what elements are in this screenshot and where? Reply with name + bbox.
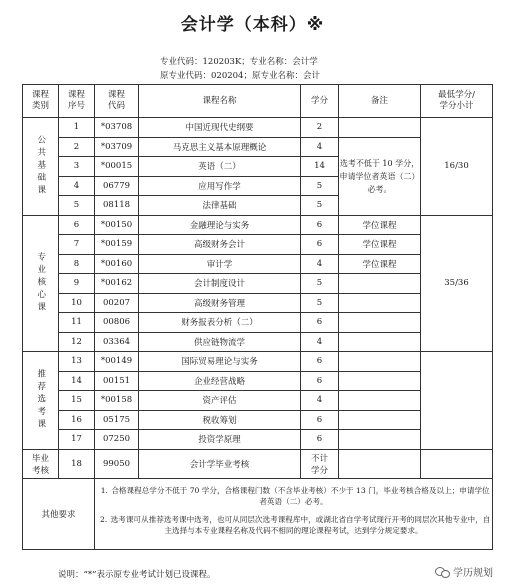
- seq-cell: 9: [59, 274, 95, 294]
- requirement-item-2: 2. 选考课可从推荐选考课中选考，也可从同层次选考课程库中，或湖北省自学考试现行开考的同层次其他专业中，自主选择与本专业课程名称及代码不相同的理论课程考试，达到学分规定要求。: [100, 514, 491, 535]
- credit-cell: 4: [301, 332, 339, 352]
- other-requirements-body: [95, 478, 493, 549]
- code-cell: 07250: [95, 430, 139, 450]
- seq-cell: 5: [59, 196, 95, 216]
- code-cell: *00158: [95, 391, 139, 411]
- code-cell: 05175: [95, 410, 139, 430]
- credit-cell: 4: [301, 391, 339, 411]
- note-cell: [339, 118, 421, 138]
- code-cell: *00150: [95, 215, 139, 235]
- category-cell: 专业核心课: [23, 215, 59, 352]
- requirement-item-1: 1. 合格课程总学分不低于 70 学分，合格课程门数（不含毕业考核）不少于 13 门，毕业考核合格及以上；申请学位者英语（二）必考。: [100, 485, 490, 506]
- name-cell: 会计学毕业考核: [139, 449, 301, 478]
- credit-cell: 4: [301, 137, 339, 157]
- other-requirements-row: [23, 478, 493, 549]
- course-table: [22, 84, 493, 550]
- header-credit: 学分: [301, 85, 339, 118]
- name-cell: 会计制度设计: [139, 274, 301, 294]
- graduation-row: [23, 449, 493, 478]
- credit-cell: 5: [301, 293, 339, 313]
- code-cell: 08118: [95, 196, 139, 216]
- code-cell: *00015: [95, 157, 139, 177]
- header-category: 课程 类别: [23, 85, 59, 118]
- name-cell: 马克思主义基本原理概论: [139, 137, 301, 157]
- credit-cell: 4: [301, 254, 339, 274]
- name-cell: 国际贸易理论与实务: [139, 352, 301, 372]
- credit-cell: 6: [301, 235, 339, 255]
- name-cell: 税收筹划: [139, 410, 301, 430]
- seq-cell: 14: [59, 371, 95, 391]
- name-cell: 应用写作学: [139, 176, 301, 196]
- note-cell: [339, 313, 421, 333]
- name-cell: 供应链物流学: [139, 332, 301, 352]
- note-cell: [339, 410, 421, 430]
- table-header-row: [23, 85, 493, 118]
- footnote: 说明：“*”表示原专业考试计划已设课程。: [58, 570, 216, 580]
- credit-cell: 2: [301, 118, 339, 138]
- note-cell: 学位课程: [339, 215, 421, 235]
- name-cell: 高级财务管理: [139, 293, 301, 313]
- category-cell: 推荐选考课: [23, 352, 59, 450]
- min-credit-cell: 35/36: [421, 215, 493, 352]
- seq-cell: 2: [59, 137, 95, 157]
- watermark: [435, 564, 493, 579]
- credit-cell: 5: [301, 176, 339, 196]
- code-cell: 99050: [95, 449, 139, 478]
- header-note: 备注: [339, 85, 421, 118]
- watermark-text: 学历规划: [453, 568, 493, 579]
- page-title: 会计学（本科）※: [180, 15, 325, 35]
- seq-cell: 1: [59, 118, 95, 138]
- note-cell: [339, 293, 421, 313]
- note-cell: 学位课程: [339, 235, 421, 255]
- min-credit-cell: [421, 352, 493, 450]
- name-cell: 审计学: [139, 254, 301, 274]
- min-credit-cell: 16/30: [421, 118, 493, 216]
- name-cell: 法律基础: [139, 196, 301, 216]
- seq-cell: 10: [59, 293, 95, 313]
- original-major-code-line: 原专业代码：020204；原专业名称：会计: [160, 71, 320, 81]
- header-name: 课程名称: [139, 85, 301, 118]
- seq-cell: 4: [59, 176, 95, 196]
- name-cell: 财务报表分析（二）: [139, 313, 301, 333]
- table-row: [23, 118, 493, 138]
- code-cell: 06779: [95, 176, 139, 196]
- code-cell: *00162: [95, 274, 139, 294]
- code-cell: *00149: [95, 352, 139, 372]
- seq-cell: 3: [59, 157, 95, 177]
- name-cell: 企业经营战略: [139, 371, 301, 391]
- seq-cell: 17: [59, 430, 95, 450]
- name-cell: 高级财务会计: [139, 235, 301, 255]
- code-cell: 00806: [95, 313, 139, 333]
- note-cell: [339, 371, 421, 391]
- credit-cell: 5: [301, 196, 339, 216]
- note-cell: [339, 430, 421, 450]
- credit-cell: 不计 学分: [301, 449, 339, 478]
- credit-cell: 6: [301, 313, 339, 333]
- note-cell: [339, 274, 421, 294]
- name-cell: 资产评估: [139, 391, 301, 411]
- seq-cell: 16: [59, 410, 95, 430]
- header-seq: 课程 序号: [59, 85, 95, 118]
- seq-cell: 8: [59, 254, 95, 274]
- seq-cell: 18: [59, 449, 95, 478]
- credit-cell: 6: [301, 352, 339, 372]
- header-code: 课程 代码: [95, 85, 139, 118]
- name-cell: 投资学原理: [139, 430, 301, 450]
- code-cell: *00159: [95, 235, 139, 255]
- credit-cell: 6: [301, 215, 339, 235]
- code-cell: *03709: [95, 137, 139, 157]
- wechat-icon: [435, 567, 449, 577]
- credit-cell: 6: [301, 371, 339, 391]
- code-cell: 03364: [95, 332, 139, 352]
- seq-cell: 15: [59, 391, 95, 411]
- note-cell: 学位课程: [339, 254, 421, 274]
- credit-cell: 5: [301, 274, 339, 294]
- credit-cell: 6: [301, 430, 339, 450]
- category-cell: 毕业 考核: [23, 449, 59, 478]
- header-min-credit: 最低学分/ 学分小计: [421, 85, 493, 118]
- seq-cell: 12: [59, 332, 95, 352]
- seq-cell: 6: [59, 215, 95, 235]
- name-cell: 金融理论与实务: [139, 215, 301, 235]
- code-cell: *00160: [95, 254, 139, 274]
- category-cell: 公共基础课: [23, 118, 59, 216]
- seq-cell: 11: [59, 313, 95, 333]
- seq-cell: 7: [59, 235, 95, 255]
- other-requirements-label: 其他要求: [23, 478, 95, 549]
- table-row: [23, 215, 493, 235]
- code-cell: 00207: [95, 293, 139, 313]
- code-cell: 00151: [95, 371, 139, 391]
- note-cell: [339, 352, 421, 372]
- name-cell: 英语（二）: [139, 157, 301, 177]
- min-credit-cell: [421, 449, 493, 478]
- note-cell: 选考不低于 10 学分，申请学位者英语（二）必考。: [339, 137, 421, 215]
- name-cell: 中国近现代史纲要: [139, 118, 301, 138]
- credit-cell: 14: [301, 157, 339, 177]
- note-cell: [339, 391, 421, 411]
- major-code-line: 专业代码：120203K；专业名称：会计学: [160, 57, 318, 67]
- credit-cell: 6: [301, 410, 339, 430]
- note-cell: [339, 332, 421, 352]
- table-row: [23, 352, 493, 372]
- note-cell: [339, 449, 421, 478]
- code-cell: *03708: [95, 118, 139, 138]
- seq-cell: 13: [59, 352, 95, 372]
